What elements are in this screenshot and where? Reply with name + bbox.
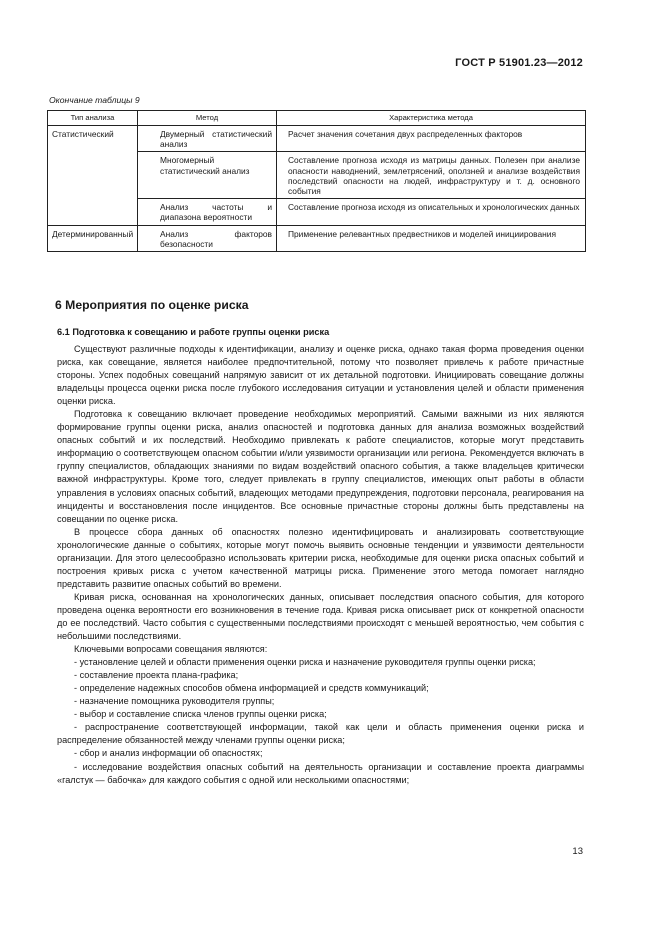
cell-description: Расчет значения сочетания двух распределенных факторов — [277, 126, 586, 152]
column-header-method: Метод — [138, 111, 277, 126]
cell-analysis-type: Детерминированный — [48, 225, 138, 251]
table-row — [48, 225, 586, 251]
cell-analysis-type: Статистический — [48, 126, 138, 226]
list-item: - сбор и анализ информации об опасностях; — [74, 748, 263, 759]
cell-method: Многомерный статистический анализ — [138, 152, 277, 199]
page-number: 13 — [572, 846, 583, 857]
document-code: ГОСТ Р 51901.23—2012 — [455, 57, 583, 69]
list-item: - определение надежных способов обмена информацией и средств коммуникаций; — [74, 683, 429, 694]
cell-description: Применение релевантных предвестников и моделей инициирования — [277, 225, 586, 251]
paragraph: Существуют различные подходы к идентификации, анализу и оценке риска, однако такая форма проведения оценки риска, как совещание, является наиболее предпочтительной, потому что позволяет привлечь к работе причастные стороны. Успех подобных совещаний напрямую зависит от их детальной подготовки. Инициировать совещание должны владельцы процесса оценки риска после глубокого исследования ситуации и установления целей и области применения оценки риска. — [57, 344, 584, 407]
list-item: - установление целей и области применения оценки риска и назначение руководителя группы оценки риска; — [74, 657, 536, 668]
cell-description: Составление прогноза исходя из описательных и хронологических данных — [277, 199, 586, 225]
list-item: - распространение соответствующей информации, такой как цели и область применения оценки риска и распределение обязанностей между членами группы оценки риска; — [57, 722, 584, 746]
table-row — [48, 126, 586, 152]
list-item: - назначение помощника руководителя группы; — [74, 696, 275, 707]
list-item: - выбор и составление списка членов группы оценки риска; — [74, 709, 327, 720]
paragraph: Кривая риска, основанная на хронологических данных, описывает последствия опасного события, для которого проведена оценка вероятности его возникновения в течение года. Кривая риска описывает риск от конкретной опасности до ее последствий. Часто события с существенными последствиями происходят с меньшей вероятностью, чем события с небольшими последствиями. — [57, 591, 584, 642]
cell-description: Составление прогноза исходя из матрицы данных. Полезен при анализе опасности наводнений, землетрясений, оползней и анализе воздействия последствий опасности на людей, инфраструктуру и т. д. основного события — [277, 152, 586, 199]
analysis-methods-table — [47, 110, 586, 252]
cell-method: Анализ частоты и диапазона вероятности — [138, 199, 277, 225]
column-header-type: Тип анализа — [48, 111, 138, 126]
section-body — [57, 343, 584, 787]
column-header-description: Характеристика метода — [277, 111, 586, 126]
section-title: 6 Мероприятия по оценке риска — [55, 298, 249, 312]
list-item: - составление проекта плана-графика; — [74, 670, 239, 681]
cell-method: Анализ факторов безопасности — [138, 225, 277, 251]
paragraph: В процессе сбора данных об опасностях полезно идентифицировать и анализировать соответствующие хронологические данные о событиях, которые могут помочь выявить основные тенденции и уязвимости деятельности организации. Для этого целесообразно использовать критерии риска, необходимые для оценки риска опасных событий и построения кривых риска с учетом качественной матрицы риска. Применение этого метода помогает наглядно представить развитие опасных событий во времени. — [57, 526, 584, 589]
table-caption: Окончание таблицы 9 — [49, 95, 140, 105]
cell-method: Двумерный статистический анализ — [138, 126, 277, 152]
paragraph: Подготовка к совещанию включает проведение необходимых мероприятий. Самыми важными из них являются формирование группы оценки риска, анализ опасностей и подготовка данных для анализа возможных воздействий опасных событий и их последствий. Необходимо привлекать к работе специалистов, которые могут представить информацию о соответствующем опасном событии и/или уязвимости организации или региона. Рекомендуется включать в группу специалистов, обладающих знаниями по видам воздействий опасного события, а также владельцев критически важной инфраструктуры. Кроме того, следует привлекать в группу специалистов, имеющих опыт работы в области управления в условиях опасных событий, владеющих методами предупреждения, подготовки персонала, реагирования на инциденты и восстановления после инцидентов. Все основные причастные стороны должны быть представлены на совещании по оценке риска. — [57, 409, 584, 524]
list-item: - исследование воздействия опасных событий на деятельность организации и составление проекта диаграммы «галстук — бабочка» для каждого события с одной или несколькими опасностями; — [57, 761, 584, 785]
table-header-row — [48, 111, 586, 126]
subsection-title: 6.1 Подготовка к совещанию и работе группы оценки риска — [57, 327, 330, 337]
paragraph: Ключевыми вопросами совещания являются: — [74, 644, 268, 655]
